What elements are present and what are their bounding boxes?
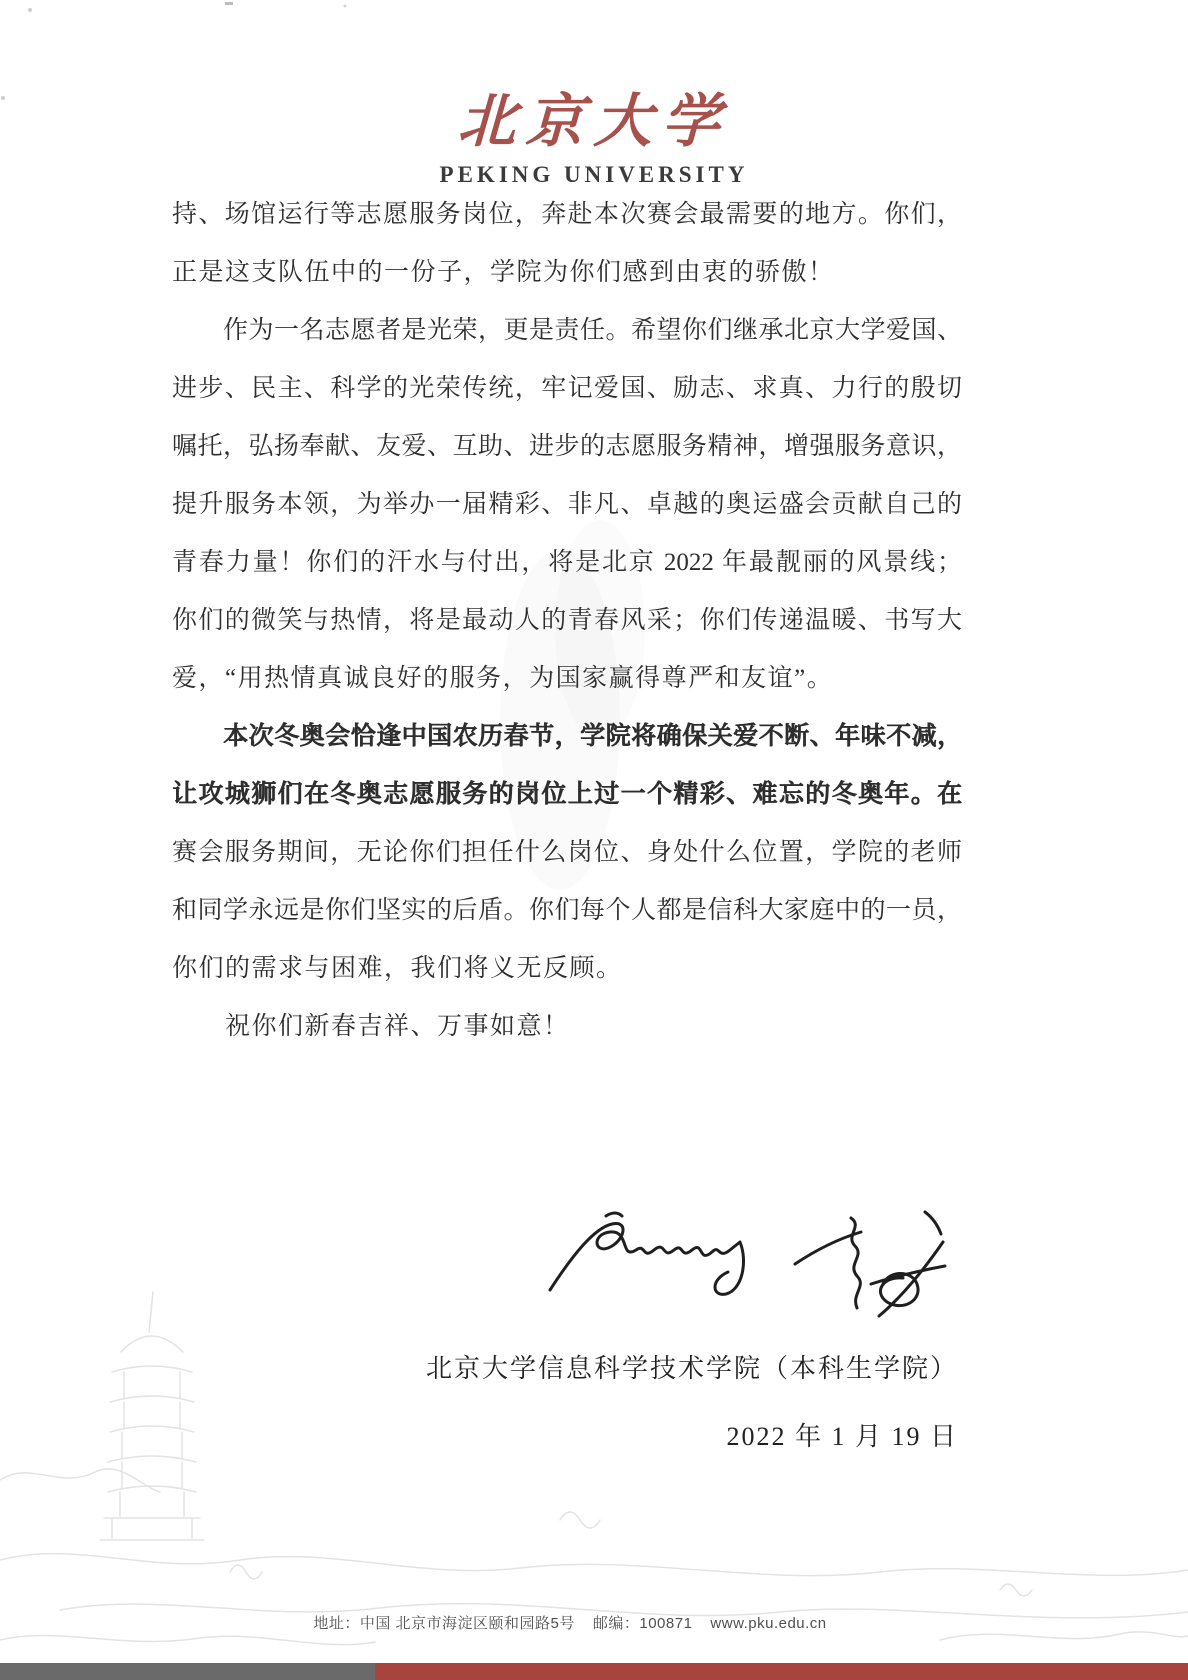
signature-1: [550, 1213, 744, 1294]
pku-logo-en: PEKING UNIVERSITY: [439, 162, 749, 187]
body-line: 赛会服务期间，无论你们担任什么岗位、身处什么位置，学院的老师: [172, 839, 962, 866]
body-line: 和同学永远是你们坚实的后盾。你们每个人都是信科大家庭中的一员，: [172, 897, 962, 924]
body-line: 正是这支队伍中的一份子，学院为你们感到由衷的骄傲！: [172, 259, 835, 286]
footer-bar: [0, 1663, 1188, 1680]
footer-address: 地址：中国 北京市海淀区颐和园路5号: [313, 1615, 575, 1632]
signature-2: [795, 1212, 945, 1316]
body-line: 你们的需求与困难，我们将义无反顾。: [172, 955, 623, 982]
signatures: [520, 1198, 960, 1338]
letter-date: 2022 年 1 月 19 日: [726, 1422, 958, 1451]
body-line: 本次冬奥会恰逢中国农历春节，学院将确保关爱不断、年味不减，: [172, 723, 962, 750]
signing-institution: 北京大学信息科学技术学院（本科生学院）: [425, 1354, 958, 1383]
body-line: 嘱托，弘扬奉献、友爱、互助、进步的志愿服务精神，增强服务意识，: [172, 433, 962, 460]
footer-contact: [0, 1612, 1140, 1633]
body-line: 爱，“用热情真诚良好的服务，为国家赢得尊严和友谊”。: [172, 665, 834, 692]
body-line: 你们的微笑与热情，将是最动人的青春风采；你们传递温暖、书写大: [172, 607, 962, 634]
letter-body: [172, 186, 962, 1056]
body-line: 作为一名志愿者是光荣，更是责任。希望你们继承北京大学爱国、: [172, 317, 962, 344]
body-line: 青春力量！你们的汗水与付出，将是北京 2022 年最靓丽的风景线；: [172, 549, 962, 576]
footer-bar-gray: [0, 1663, 375, 1680]
pku-logo-cn: 北京大学: [456, 89, 731, 154]
letterhead: [0, 74, 1188, 188]
body-line: 祝你们新春吉祥、万事如意！: [172, 1013, 570, 1040]
body-line: 持、场馆运行等志愿服务岗位，奔赴本次赛会最需要的地方。你们，: [172, 201, 962, 228]
body-line: 提升服务本领，为举办一届精彩、非凡、卓越的奥运盛会贡献自己的: [172, 491, 962, 518]
footer-website: www.pku.edu.cn: [710, 1615, 827, 1632]
footer-postcode: 邮编：100871: [592, 1615, 693, 1632]
body-line: 进步、民主、科学的光荣传统，牢记爱国、励志、求真、力行的殷切: [172, 375, 962, 402]
body-line: 让攻城狮们在冬奥志愿服务的岗位上过一个精彩、难忘的冬奥年。在: [172, 781, 962, 808]
footer-bar-red: [375, 1663, 1188, 1680]
